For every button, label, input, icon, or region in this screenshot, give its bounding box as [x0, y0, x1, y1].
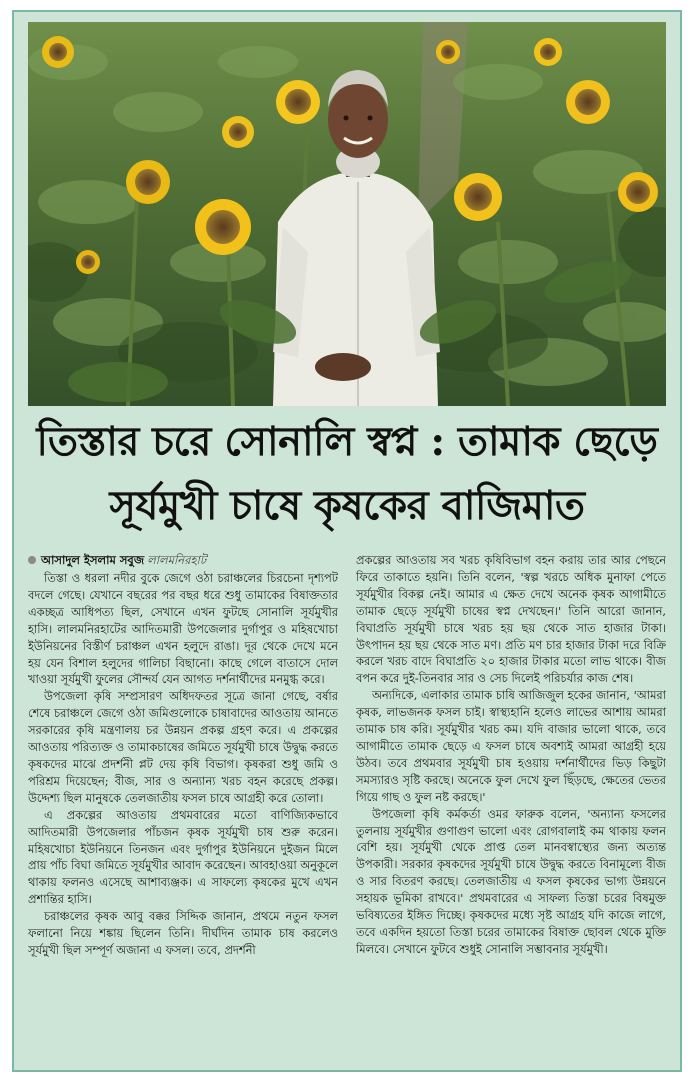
news-clipping: [12, 10, 682, 1072]
byline-place: লালমনিরহাট: [147, 553, 207, 567]
paragraph: উপজেলা কৃষি সম্প্রসারণ অধিদফতর সূত্রে জানা গেছে, বর্ষার শেষে চরাঞ্চলে জেগে ওঠা জমিগুলোকে চাষাবাদের আওতায় আনতে সরকারের কৃষি মন্ত্রণালয় চর উন্নয়ন প্রকল্প গ্রহণ করে। এ প্রকল্পের আওতায় পরিত্যক্ত ও তামাকচাষের জমিতে সূর্যমুখী চাষে উদ্বুদ্ধ করতে কৃষকদের মাঝে প্রদর্শনী প্লট দেয় কৃষি বিভাগ। কৃষকরা শুধু জমি ও পরিশ্রম দিয়েছেন; বীজ, সার ও অন্যান্য খরচ বহন করেছে প্রকল্প। উদ্দেশ্য ছিল মানুষকে তেলজাতীয় ফসল চাষে আগ্রহী করে তোলা।: [28, 689, 338, 805]
paragraph: প্রকল্পের আওতায় সব খরচ কৃষিবিভাগ বহন করায় তার আর পেছনে ফিরে তাকাতে হয়নি। তিনি বলেন, 'স্বল্প খরচে অধিক মুনাফা পেতে সূর্যমুখীর বিকল্প নেই। আমার এ ক্ষেত দেখে অনেক কৃষক আগামীতে তামাক ছেড়ে সূর্যমুখী চাষের স্বপ্ন দেখছেন।' তিনি আরো জানান, বিঘাপ্রতি সূর্যমুখী চাষে খরচ হয় ছয় থেকে সাত হাজার টাকা। উৎপাদন হয় ছয় থেকে সাত মণ। প্রতি মণ চার হাজার টাকা দরে বিক্রি করলে খরচ বাদে বিঘাপ্রতি ২০ হাজার টাকার মতো লাভ থাকে। বীজ বপন করে দুই-তিনবার সার ও সেচ দিলেই পরিচর্যার কাজ শেষ।: [356, 553, 666, 686]
paragraph: চরাঞ্চলের কৃষক আবু বক্কর সিদ্দিক জানান, প্রথমে নতুন ফসল ফলানো নিয়ে শঙ্কায় ছিলেন তিনি। দীর্ঘদিন তামাক চাষ করলেও সূর্যমুখী ছিল সম্পূর্ণ অজানা এ ফসল। তবে, প্রদর্শনী: [28, 909, 338, 957]
sunflower-field-farmer-photo-icon: [28, 22, 666, 406]
paragraph: এ প্রকল্পের আওতায় প্রথমবারের মতো বাণিজ্যিকভাবে আদিতমারী উপজেলার পাঁচজন কৃষক সূর্যমুখী চাষ শুরু করেন। মহিষখোচা ইউনিয়নে তিনজন এবং দুর্গাপুর ইউনিয়নে দুইজন মিলে প্রায় পাঁচ বিঘা জমিতে সূর্যমুখীর আবাদ করেছেন। আবহাওয়া অনুকূলে থাকায় ফলনও এসেছে আশাব্যঞ্জক। এ সাফল্যে কৃষকের মুখে এখন প্রশান্তির হাসি।: [28, 807, 338, 907]
paragraph: অন্যদিকে, এলাকার তামাক চাষি আজিজুল হকের জানান, 'আমরা কৃষক, লাভজনক ফসল চাই। স্বাস্থ্যহানি হলেও লাভের আশায় আমরা তামাক চাষ করি। সূর্যমুখীর খরচ কম। যদি বাজার ভালো থাকে, তবে আগামীতে তামাক ছেড়ে এ ফসল চাষে অবশ্যই আমরা আগ্রহী হয়ে উঠব। তবে প্রথমবার সূর্যমুখী চাষ হওয়ায় দর্শনার্থীদের ভিড় কিছুটা সমস্যারও সৃষ্টি করছে। অনেকে ফুল দেখে ফুল ছিঁড়ছে, ক্ষেতের ভেতর গিয়ে গাছ ও ফুল নষ্ট করছে।': [356, 688, 666, 804]
article-column-left: [28, 552, 338, 1064]
headline-line-1: তিস্তার চরে সোনালি স্বপ্ন : তামাক ছেড়ে: [36, 418, 658, 465]
paragraph: তিস্তা ও ধরলা নদীর বুকে জেগে ওঠা চরাঞ্চলের চিরচেনা দৃশ্যপট বদলে গেছে। যেখানে বছরের পর বছর ধরে শুধু তামাকের বিষাক্ততার একচ্ছত্র আধিপত্য ছিল, সেখানে এখন ফুটছে সোনালি সূর্যমুখীর হাসি। লালমনিরহাটের আদিতমারী উপজেলার দুর্গাপুর ও মহিষখোচা ইউনিয়নের বিস্তীর্ণ চরাঞ্চল এখন হলুদে রাঙা। দূর থেকে দেখে মনে হয় যেন বিশাল হলুদের গালিচা বিছানো। কাছে গেলে বাতাসে দোল খাওয়া সূর্যমুখী ফুলের সৌন্দর্য যেন আগত দর্শনার্থীদের মনমুগ্ধ করে।: [28, 571, 338, 687]
headline: [14, 410, 680, 546]
byline: [28, 552, 338, 569]
headline-line-2: সূর্যমুখী চাষে কৃষকের বাজিমাত: [109, 482, 585, 529]
sunflower-field-photo: [28, 22, 666, 406]
paragraph: উপজেলা কৃষি কর্মকর্তা ওমর ফারুক বলেন, 'অন্যান্য ফসলের তুলনায় সূর্যমুখীর গুণাগুণ ভালো এবং রোগবালাই কম থাকায় ফলন বেশি হয়। সূর্যমুখী থেকে প্রাপ্ত তেল মানবস্বাস্থ্যের জন্য অত্যন্ত উপকারী। সরকার কৃষকদের সূর্যমুখী চাষে উদ্বুদ্ধ করতে বিনামূল্যে বীজ ও সার বিতরণ করছে। তেলজাতীয় এ ফসল কৃষকের ভাগ্য উন্নয়নে সহায়ক ভূমিকা রাখবে।' প্রথমবারের এ সাফল্য তিস্তা চরের বিষমুক্ত ভবিষ্যতের ইঙ্গিত দিচ্ছে। কৃষকদের মধ্যে সৃষ্ট আগ্রহ যদি কাজে লাগে, তবে একদিন হয়তো তিস্তা চরের তামাকের বিষাক্ত ছোবল থেকে মুক্তি মিলবে। সেখানে ফুটবে শুধুই সোনালি সম্ভাবনার সূর্যমুখী।: [356, 806, 666, 956]
byline-author: আসাদুল ইসলাম সবুজ: [41, 553, 145, 567]
article-body: [28, 552, 666, 1064]
article-column-right: [356, 552, 666, 1064]
bullet-dot-icon: [28, 556, 36, 564]
